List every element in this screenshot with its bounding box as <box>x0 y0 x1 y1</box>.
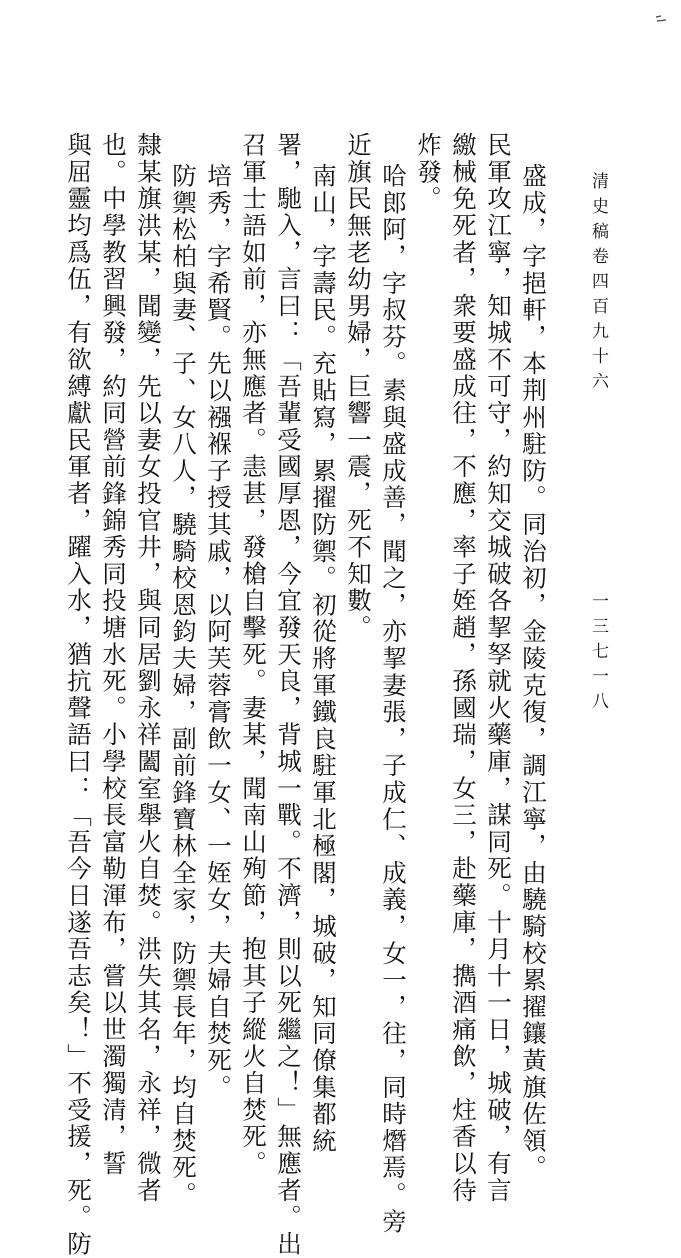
text-column: 民軍攻江寧，知城不可守，約知交城破各挈孥就火藥庫，謀同死。十月十一日，城破，有言 <box>484 132 513 1204</box>
text-column: 隸某旗洪某，聞變，先以妻女投官井，與同居劉永祥闔室舉火自焚。洪失其名，永祥，微者 <box>134 132 163 1204</box>
text-column: 哈郎阿，字叔芬。素與盛成善，聞之，亦挈妻張，子成仁、成義，女一，往，同時熸焉。旁 <box>379 163 408 1235</box>
text-column: 炸發。 <box>414 132 443 213</box>
text-column: 防禦松柏與妻、子、女八人，驍騎校恩鈞夫婦，副前鋒寶林全家，防禦長年，均自焚死。 <box>169 163 198 1209</box>
text-column: 盛成，字挹軒，本荆州駐防。同治初，金陵克復，調江寧，由驍騎校累擢鑲黃旗佐領。 <box>519 163 548 1182</box>
text-column: 繳械免死者，衆要盛成往，不應，率子姪趙，孫國瑞，女三，赴藥庫，擕酒痛飲，炷香以待 <box>449 132 478 1204</box>
page-number: 一三七一八 <box>588 592 608 717</box>
running-header: 清史稿卷四百九十六 <box>588 172 608 397</box>
text-column: 署，馳入，言曰：「吾輩受國厚恩，今宜發天良，背城一戰。不濟，則以死繼之！」無應者。出 <box>274 132 303 1258</box>
text-column: 培秀，字希賢。先以襁褓子授其戚，以阿芙蓉膏飲一女、一姪女，夫婦自焚死。 <box>204 163 233 1101</box>
text-column: 召軍士語如前，亦無應者。恚甚，發槍自擊死。妻某，聞南山殉節，抱其子縱火自焚死。 <box>239 132 268 1178</box>
text-column: 南山，字壽民。充貼寫，累擢防禦。初從將軍鐵良駐軍北極閣，城破，知同僚集都統 <box>309 163 338 1155</box>
text-column: 也。中學教習興發，約同營前鋒錦秀同投塘水死。小學校長富勒渾布，嘗以世濁獨清，誓 <box>99 132 128 1178</box>
text-column: 與屈靈均爲伍，有欲縛獻民軍者，躍入水，猶抗聲語曰：「吾今日遂吾志矣！」不受援，死。防 <box>64 132 93 1258</box>
text-column: 近旗民無老幼男婦，巨響一震，死不知數。 <box>344 132 373 642</box>
corner-scan-mark <box>655 8 667 16</box>
